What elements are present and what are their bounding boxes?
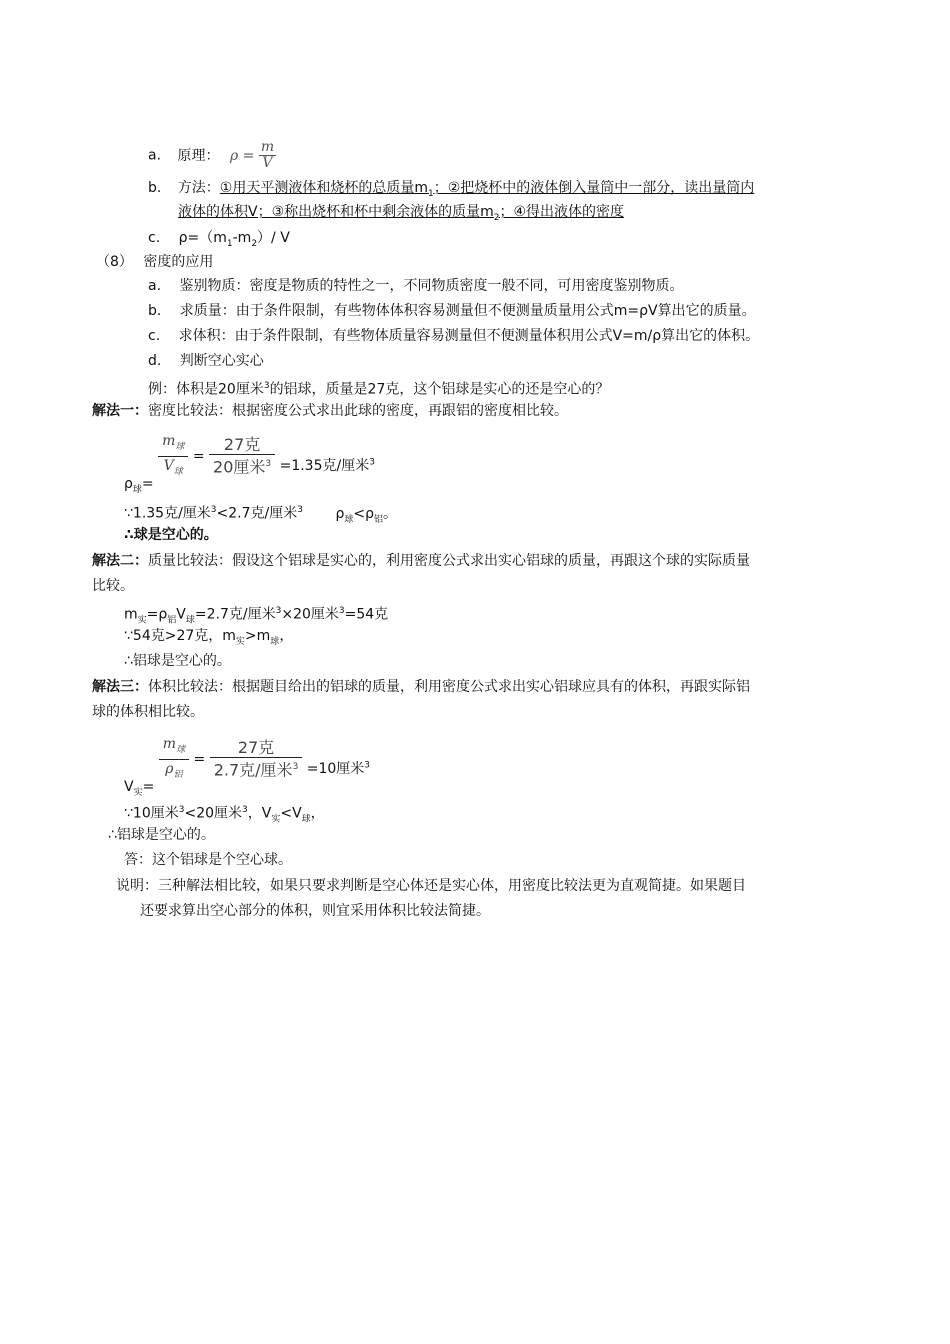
app-item-b-text: 求质量：由于条件限制，有些物体体积容易测量但不便测量质量用公式m=ρV算出它的质量。	[179, 303, 756, 319]
method-3-since: ∵10厘米$^3$<20厘米$^3$，$V_实<V_球$，	[124, 805, 325, 825]
v-solid: $V_实=$	[124, 778, 155, 798]
method-1-desc: 密度比较法：根据密度公式求出此球的密度，再跟铝的密度相比较。	[148, 403, 568, 419]
method-2-since: ∵54克>27克，$m_实>m_球$，	[124, 628, 294, 647]
method-2-desc: 质量比较法：假设这个铝球是实心的，利用密度公式求出实心铝球的质量，再跟这个球的实际质量	[148, 553, 750, 569]
method-3-result: =10厘米$^3$	[306, 760, 371, 778]
method-3-head: 解法三：	[92, 679, 148, 695]
formula-denominator: V	[262, 155, 273, 171]
method-2-conclusion: ∴铝球是空心的。	[124, 653, 231, 669]
item-a-label: a.	[148, 147, 162, 164]
item-c-label: c.	[148, 230, 161, 246]
app-item-c	[148, 326, 759, 346]
rho-ball: $\rho_球=$	[124, 475, 154, 495]
method-2	[92, 551, 750, 571]
formula-lhs: ρ =	[229, 147, 255, 164]
method-1-since: ∵1.35克/厘米$^3$<2.7克/厘米$^3$ $\rho_球<\rho_铝$。	[124, 505, 397, 525]
method-1-result: =1.35克/厘米$^3$	[279, 457, 375, 475]
section-8-title: 密度的应用	[143, 254, 214, 270]
method-3-fraction-symbolic: $\frac{m_球}{\rho_铝}$	[159, 735, 189, 784]
method-1-head: 解法一：	[92, 403, 148, 419]
app-item-b	[148, 301, 756, 321]
method-2-calc: $m_实=\rho_铝V_球=2.7$克/厘米$^3$×20厘米$^3$=54克	[124, 606, 389, 626]
item-b-line2: 液体的体积V；③称出烧杯和杯中剩余液体的质量$m_2$；④得出液体的密度	[178, 204, 625, 223]
app-item-a	[148, 276, 683, 296]
app-item-c-label: c.	[148, 328, 161, 344]
example-question: 例：体积是20厘米$^3$的铝球，质量是27克，这个铝球是实心的还是空心的？	[148, 381, 610, 398]
item-b	[148, 178, 754, 204]
method-3-desc-cont: 球的体积相比较。	[92, 704, 204, 720]
formula-fraction	[259, 140, 276, 171]
section-8-number: （8）	[96, 254, 133, 270]
note-line-1: 说明：三种解法相比较，如果只要求判断是空心体还是实心体，用密度比较法更为直观简捷。如果题目	[116, 878, 746, 894]
method-1-fraction-symbolic: $\frac{m_球}{V_球}$	[158, 432, 188, 481]
app-item-d	[148, 351, 264, 371]
item-c-formula: $\rho=(m_1-m_2)/$ V	[178, 230, 290, 249]
app-item-c-text: 求体积：由于条件限制，有些物体质量容易测量但不便测量体积用公式V=m/ρ算出它的体积。	[178, 328, 760, 344]
item-b-prefix: 方法：	[177, 180, 220, 196]
method-2-head: 解法二：	[92, 553, 148, 569]
note-line-2: 还要求算出空心部分的体积，则宜采用体积比较法简捷。	[140, 903, 490, 919]
item-a-text: 原理：	[177, 147, 220, 164]
item-b-label: b.	[148, 180, 162, 196]
item-c	[148, 228, 290, 254]
app-item-a-text: 鉴别物质：密度是物质的特性之一，不同物质密度一般不同，可用密度鉴别物质。	[179, 278, 684, 294]
method-3-conclusion: ∴铝球是空心的。	[108, 827, 215, 843]
method-3-desc: 体积比较法：根据题目给出的铝球的质量，利用密度公式求出实心铝球应具有的体积，再跟实际铝	[148, 679, 750, 695]
method-3-equation: $V_实=$ $\frac{m_球}{\rho_铝}$ = $\frac{\text{27克}}{2.7克/厘米^3}$ =10厘米$^3$	[124, 736, 371, 798]
formula-numerator: m	[260, 139, 275, 155]
app-item-b-label: b.	[148, 303, 162, 319]
method-3-fraction-numeric: $\frac{\text{27克}}{2.7克/厘米^3}$	[210, 739, 303, 779]
item-a	[148, 140, 276, 171]
method-1-conclusion: ∴球是空心的。	[124, 527, 218, 543]
method-2-desc-cont: 比较。	[92, 578, 134, 594]
app-item-a-label: a.	[148, 278, 162, 294]
item-b-cont	[178, 202, 624, 228]
app-item-d-text: 判断空心实心	[179, 353, 264, 369]
method-1-fraction-numeric: $\frac{\text{27克}}{20厘米^3}$	[209, 436, 275, 476]
answer: 答：这个铝球是个空心球。	[124, 852, 292, 868]
section-8-heading	[96, 252, 213, 272]
app-item-d-label: d.	[148, 353, 162, 369]
item-b-line1: ①用天平测液体和烧杯的总质量$m_1$；②把烧杯中的液体倒入量筒中一部分，读出量筒内	[219, 180, 755, 199]
method-3	[92, 677, 750, 697]
method-1	[92, 401, 568, 421]
method-1-equation: $\rho_球=$ $\frac{m_球}{V_球}$ = $\frac{\text{27克}}{20厘米^3}$ =1.35克/厘米$^3$	[124, 433, 375, 495]
